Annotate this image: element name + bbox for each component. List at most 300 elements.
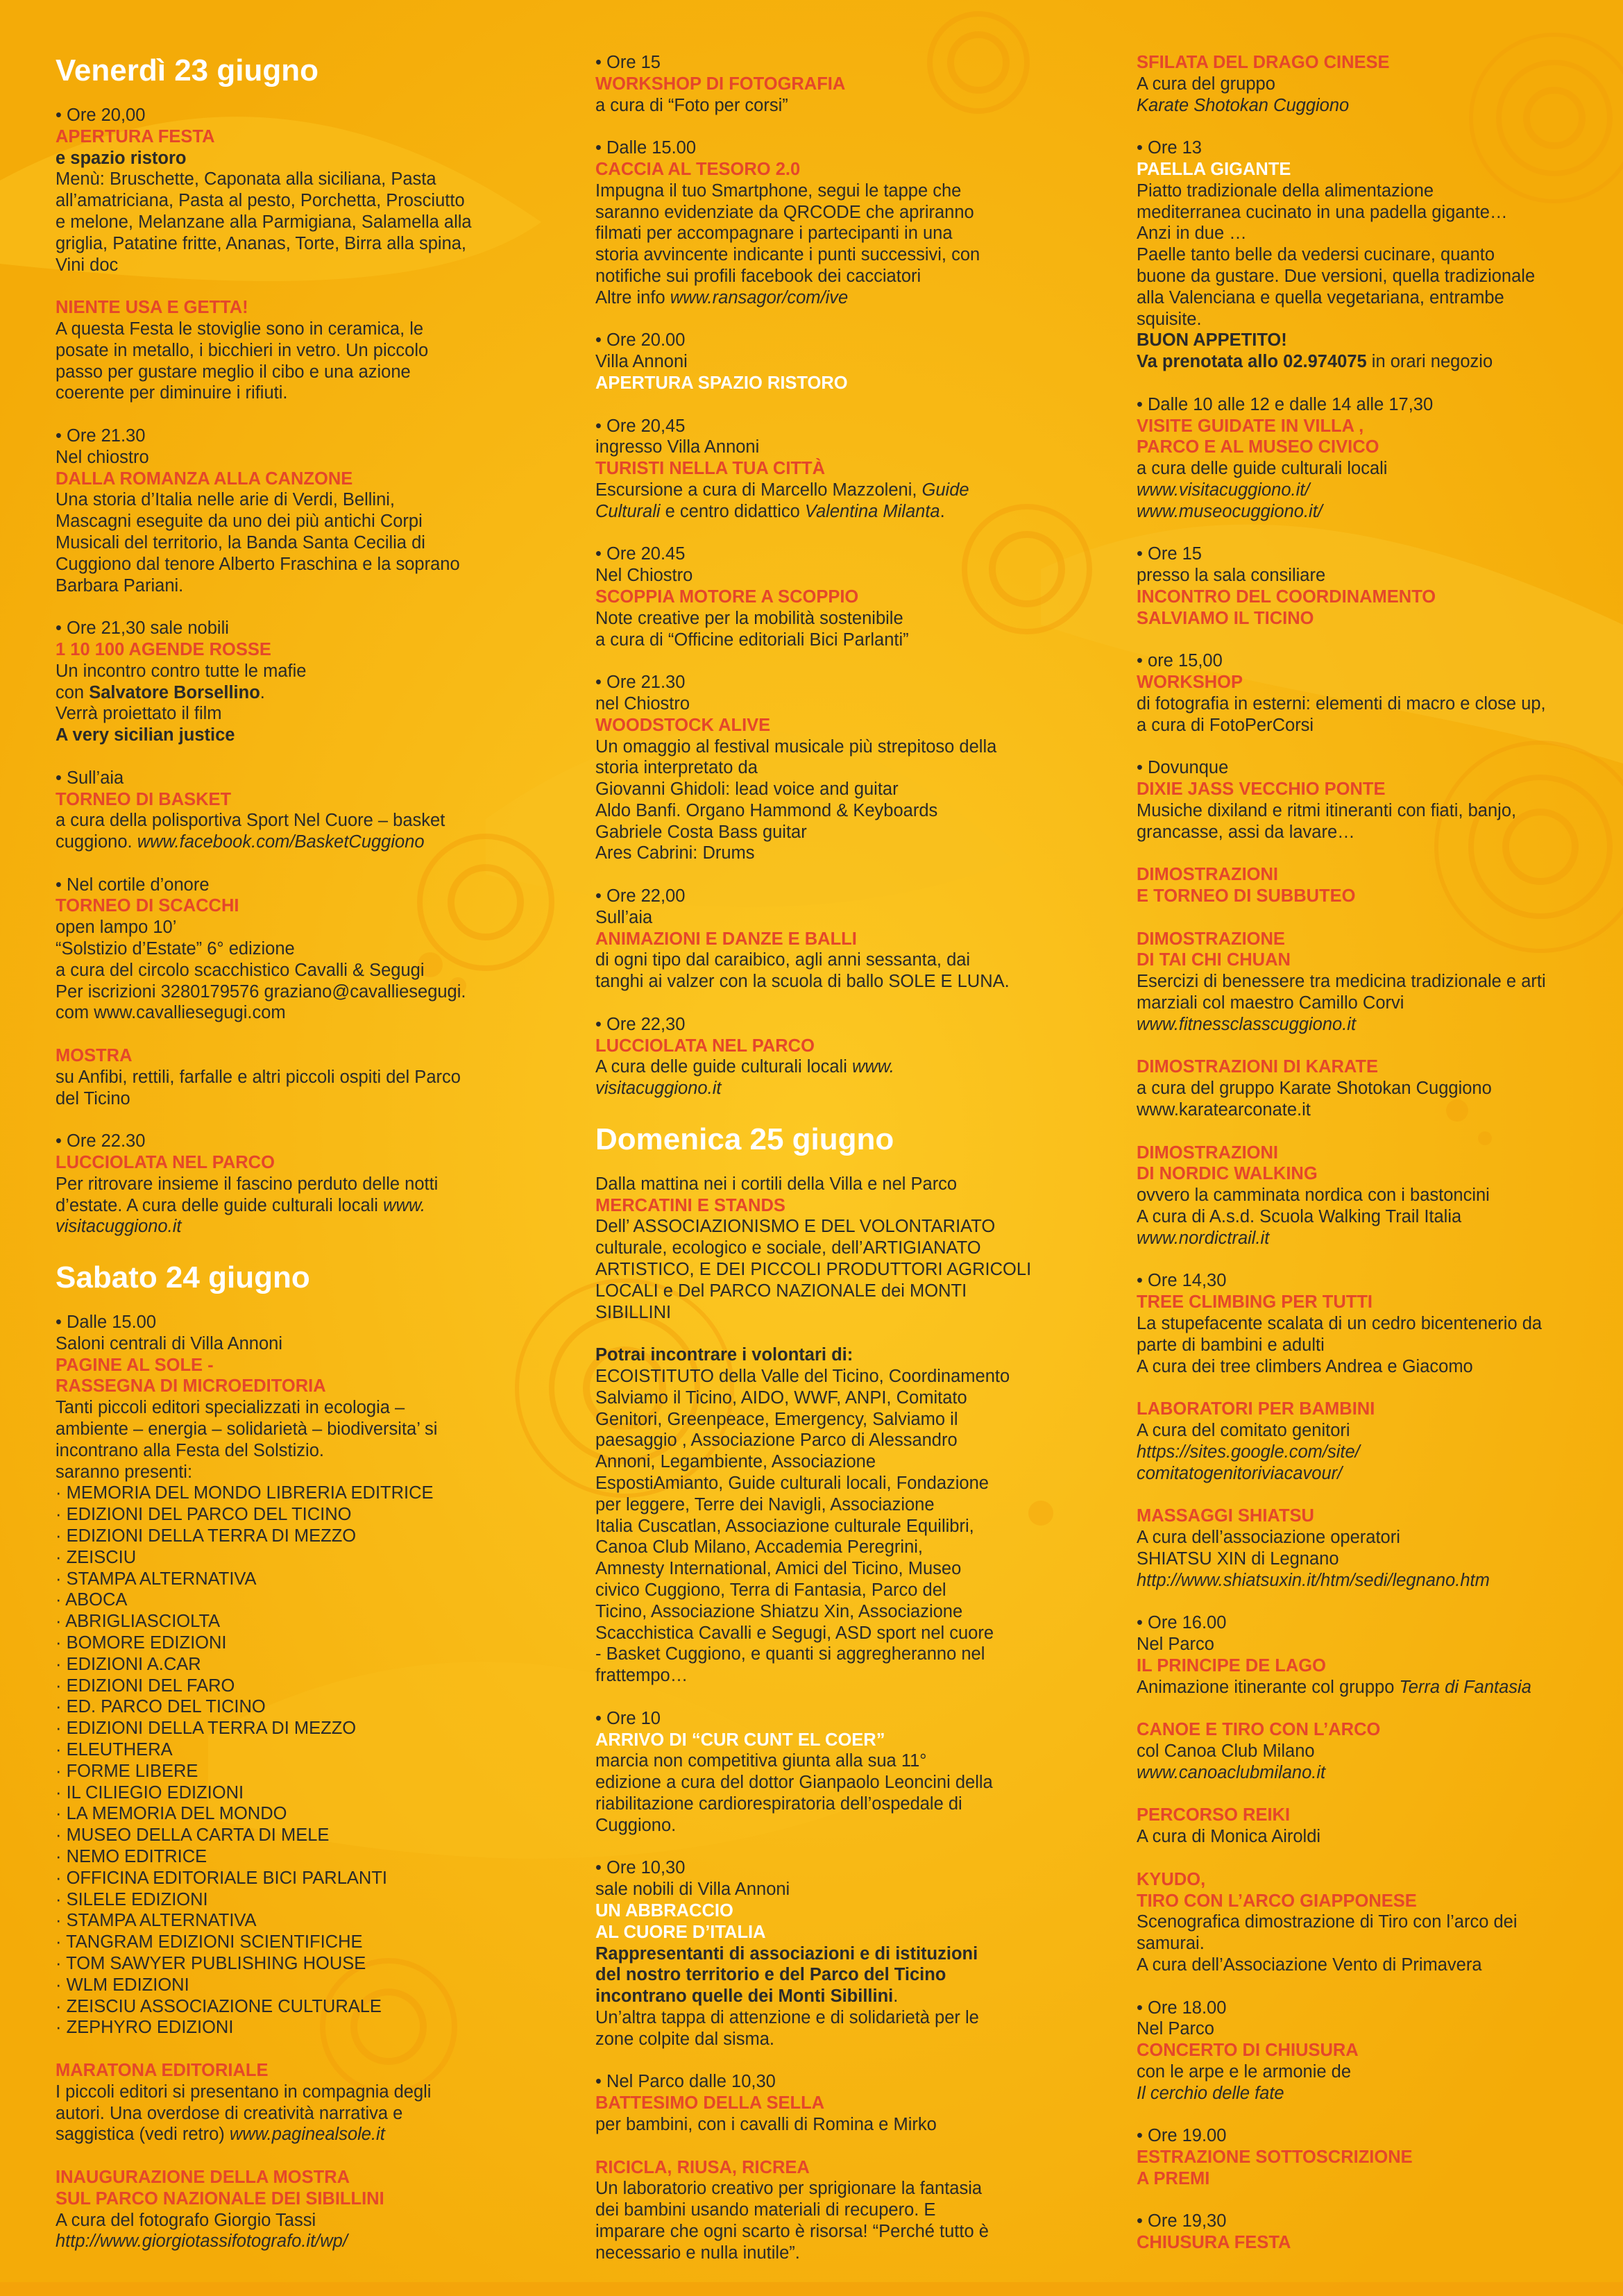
event-title: AL CUORE D’ITALIA <box>595 1922 766 1942</box>
event-title: ANIMAZIONI E DANZE E BALLI <box>595 929 857 949</box>
event-title: WOODSTOCK ALIVE <box>595 715 771 735</box>
event-link: https://sites.google.com/site/ <box>1137 1442 1360 1462</box>
event-text-line: Canoa Club Milano, Accademia Peregrini, <box>595 1537 923 1558</box>
event-text-line: · STAMPA ALTERNATIVA <box>56 1569 257 1589</box>
event-text-line: Ares Cabrini: Drums <box>595 843 755 863</box>
event-text-line: A cura di Monica Airoldi <box>1137 1827 1321 1847</box>
event-block <box>1137 1142 1581 1249</box>
event-title: CACCIA AL TESORO 2.0 <box>595 159 801 179</box>
event-block <box>56 618 500 746</box>
event-block <box>1137 1869 1581 1976</box>
event-block <box>595 416 1039 523</box>
event-link: http://www.shiatsuxin.it/htm/sedi/legnano.htm <box>1137 1570 1490 1590</box>
event-text-part: in orari negozio <box>1366 352 1493 372</box>
event-text-line: sale nobili di Villa Annoni <box>595 1880 790 1900</box>
event-text-line: Italia Cuscatlan, Associazione culturale Equilibri, <box>595 1516 974 1536</box>
event-text-line: con le arpe e le armonie de <box>1137 2061 1352 2082</box>
event-text-line: Paelle tanto belle da vedersi cucinare, quanto <box>1137 245 1495 265</box>
event-text-line: buone da gustare. Due versioni, quella tradizionale <box>1137 266 1536 286</box>
event-text-line: · ZEISCIU <box>56 1547 137 1567</box>
event-text-line: • Sull’aia <box>56 768 124 788</box>
event-text-line: all’amatriciana, Pasta al pesto, Porchetta, Prosciutto <box>56 191 465 211</box>
event-text-part: con <box>56 682 90 702</box>
event-block <box>56 768 500 853</box>
event-text-line: mediterranea cucinato in una padella gigante… <box>1137 202 1508 222</box>
event-text-line: Impugna il tuo Smartphone, segui le tappe che <box>595 180 962 201</box>
event-block <box>56 425 500 596</box>
event-link: Il cerchio delle fate <box>1137 2083 1284 2103</box>
event-text-line: del Ticino <box>56 1088 130 1108</box>
event-text-line: • Ore 20.00 <box>595 330 686 351</box>
event-block <box>1137 1399 1581 1484</box>
event-text-line: filmati per accompagnare i partecipanti in una <box>595 223 953 244</box>
event-link: visitacuggiono.it <box>56 1217 182 1237</box>
event-text-line: · MEMORIA DEL MONDO LIBRERIA EDITRICE <box>56 1483 434 1503</box>
event-text-line: • Dalle 15.00 <box>56 1312 157 1333</box>
event-title: MASSAGGI SHIATSU <box>1137 1506 1314 1526</box>
event-title: APERTURA SPAZIO RISTORO <box>595 373 848 393</box>
event-text-line: Nel chiostro <box>56 447 149 467</box>
event-title: SALVIAMO IL TICINO <box>1137 608 1314 628</box>
event-title: E TORNEO DI SUBBUTEO <box>1137 886 1356 906</box>
event-text-line: • Ore 20,45 <box>595 416 686 436</box>
event-text-line: posate in metallo, i bicchieri in vetro. Un piccolo <box>56 340 429 360</box>
event-text-line: Scenografica dimostrazione di Tiro con l’arco dei <box>1137 1912 1518 1932</box>
event-text-line: e spazio ristoro <box>56 148 187 168</box>
event-block <box>1137 1612 1581 1698</box>
event-text-line: • Ore 18.00 <box>1137 1998 1227 2018</box>
event-text-line: • Ore 22,00 <box>595 886 686 906</box>
event-text-part: Salvatore Borsellino <box>89 682 260 702</box>
event-text-line <box>595 480 1039 501</box>
event-text-line: di ogni tipo dal caraibico, agli anni sessanta, dai <box>595 950 971 970</box>
event-title: INAUGURAZIONE DELLA MOSTRA <box>56 2167 350 2187</box>
event-title: LABORATORI PER BAMBINI <box>1137 1399 1375 1419</box>
event-title: TORNEO DI SCACCHI <box>56 896 239 916</box>
event-title: DIMOSTRAZIONI <box>1137 865 1278 885</box>
event-title: ESTRAZIONE SOTTOSCRIZIONE <box>1137 2147 1413 2168</box>
event-title: CHIUSURA FESTA <box>1137 2233 1291 2253</box>
event-text-part: Altre info <box>595 287 670 307</box>
event-block <box>1137 864 1581 907</box>
event-text-part: Animazione itinerante col gruppo <box>1137 1677 1400 1697</box>
event-block <box>1137 1505 1581 1591</box>
event-block <box>595 52 1039 116</box>
event-text-line: presso la sala consiliare <box>1137 566 1326 586</box>
event-text-line: Nel Parco <box>1137 1634 1214 1654</box>
event-text-line: Rappresentanti di associazioni e di istituzioni <box>595 1943 978 1964</box>
event-block <box>1137 1998 1581 2104</box>
event-text-part: . <box>893 1986 899 2007</box>
event-text-line: Scacchistica Cavalli e Segugi, ASD sport nel cuore <box>595 1623 994 1643</box>
event-text-line: storia interpretato da <box>595 758 758 778</box>
event-block <box>56 875 500 1024</box>
event-text-part: incontrano quelle dei Monti Sibillini <box>595 1986 894 2007</box>
event-block <box>1137 1719 1581 1783</box>
event-text-line <box>1137 351 1581 373</box>
event-text-line: • Dalle 10 alle 12 e dalle 14 alle 17,30 <box>1137 394 1434 414</box>
event-block <box>595 543 1039 650</box>
event-text-line: • Ore 21.30 <box>595 673 686 693</box>
event-block <box>595 886 1039 993</box>
event-text-line: Aldo Banfi. Organo Hammond & Keyboards <box>595 800 938 820</box>
event-link: comitatogenitoriviacavour/ <box>1137 1463 1343 1483</box>
event-block <box>56 2060 500 2145</box>
event-title: 1 10 100 AGENDE ROSSE <box>56 639 271 659</box>
event-text-line: • Dovunque <box>1137 758 1229 778</box>
event-title: MARATONA EDITORIALE <box>56 2060 269 2080</box>
event-block <box>56 1131 500 1238</box>
event-text-line: · IL CILIEGIO EDIZIONI <box>56 1782 244 1803</box>
event-text-line: A cura del fotografo Giorgio Tassi <box>56 2210 316 2230</box>
event-text-line: A very sicilian justice <box>56 725 235 745</box>
event-block <box>56 105 500 276</box>
event-title: PERCORSO REIKI <box>1137 1805 1291 1825</box>
event-text-line: ingresso Villa Annoni <box>595 437 760 457</box>
event-title: KYUDO, <box>1137 1869 1206 1889</box>
event-block <box>1137 650 1581 736</box>
event-text-part: A cura delle guide culturali locali <box>595 1057 852 1077</box>
event-title: TREE CLIMBING PER TUTTI <box>1137 1292 1373 1312</box>
event-block <box>595 2071 1039 2135</box>
event-title: UN ABBRACCIO <box>595 1900 733 1921</box>
event-text-line: • Ore 15 <box>1137 544 1202 564</box>
event-text-line: su Anfibi, rettili, farfalle e altri piccoli ospiti del Parco <box>56 1067 461 1087</box>
event-text-line: · OFFICINA EDITORIALE BICI PARLANTI <box>56 1868 387 1888</box>
event-title: RASSEGNA DI MICROEDITORIA <box>56 1376 326 1396</box>
event-text-line: Tanti piccoli editori specializzati in ecologia – <box>56 1398 405 1418</box>
event-link: www. <box>383 1195 425 1215</box>
event-block <box>595 1857 1039 2050</box>
event-text-line: a cura della polisportiva Sport Nel Cuore – basket <box>56 811 445 831</box>
event-text-line: · ELEUTHERA <box>56 1739 173 1759</box>
event-text-line: Potrai incontrare i volontari di: <box>595 1345 853 1365</box>
event-text-line: coerente per diminuire i rifiuti. <box>56 383 288 403</box>
event-text-line: · ABRIGLIASCIOLTA <box>56 1612 221 1632</box>
event-block <box>1137 929 1581 1036</box>
event-block <box>595 672 1039 864</box>
event-text-line <box>56 682 500 704</box>
event-block <box>595 1344 1039 1687</box>
event-text-line: Verrà proiettato il film <box>56 704 222 724</box>
event-text-line: Note creative per la mobilità sostenibile <box>595 608 903 628</box>
event-text-line: frattempo… <box>595 1666 688 1686</box>
event-text-line: Gabriele Costa Bass guitar <box>595 822 807 842</box>
event-text-line: ARTISTICO, E DEI PICCOLI PRODUTTORI AGRICOLI <box>595 1260 1032 1280</box>
event-text-line: • Ore 13 <box>1137 138 1202 158</box>
event-text-line: Musicali del territorio, la Banda Santa Cecilia di <box>56 532 425 552</box>
event-text-line: necessario e nulla inutile”. <box>595 2243 800 2263</box>
event-block <box>1137 1056 1581 1120</box>
event-text-line: marziali col maestro Camillo Corvi <box>1137 993 1404 1013</box>
event-text-line: Piatto tradizionale della alimentazione <box>1137 180 1434 201</box>
event-text-line: A cura del comitato genitori <box>1137 1421 1350 1440</box>
event-text-line: · EDIZIONI DEL FARO <box>56 1675 235 1696</box>
event-text-line: griglia, Patatine fritte, Ananas, Torte, Birra alla spina, <box>56 233 467 253</box>
event-text-line: · MUSEO DELLA CARTA DI MELE <box>56 1825 330 1846</box>
event-text-part: Va prenotata allo 02.974075 <box>1137 352 1367 372</box>
event-text-line: civico Cuggiono, Terra di Fantasia, Parco del <box>595 1580 946 1600</box>
event-text-line: Mascagni eseguite da uno dei più antichi Corpi <box>56 512 423 532</box>
event-block <box>56 1312 500 2038</box>
event-title: CANOE E TIRO CON L’ARCO <box>1137 1720 1381 1740</box>
event-title: PARCO E AL MUSEO CIVICO <box>1137 437 1379 457</box>
event-text-line: Musiche dixiland e ritmi itineranti con fiati, banjo, <box>1137 800 1517 820</box>
event-text-line: Saloni centrali di Villa Annoni <box>56 1333 282 1353</box>
event-block <box>595 1014 1039 1099</box>
event-title: DIMOSTRAZIONI <box>1137 1142 1278 1163</box>
event-text-line: Nel Chiostro <box>595 566 693 586</box>
event-block <box>595 137 1039 308</box>
event-title: BATTESIMO DELLA SELLA <box>595 2093 825 2113</box>
event-text-line: Genitori, Greenpeace, Emergency, Salviamo il <box>595 1409 958 1429</box>
event-text-line: Giovanni Ghidoli: lead voice and guitar <box>595 779 899 800</box>
event-text-line: Annoni, Legambiente, Associazione <box>595 1452 876 1472</box>
event-text-line: passo per gustare meglio il cibo e una azione <box>56 362 411 382</box>
event-block <box>1137 2125 1581 2189</box>
event-text-line: · EDIZIONI DEL PARCO DEL TICINO <box>56 1505 352 1525</box>
event-text-line: - Basket Cuggiono, e quanti si aggregheranno nel <box>595 1644 985 1664</box>
event-text-line: • Ore 21.30 <box>56 425 146 446</box>
event-block <box>595 2157 1039 2264</box>
event-text-line: samurai. <box>1137 1934 1205 1954</box>
event-text-part: Escursione a cura di Marcello Mazzoleni, <box>595 480 922 500</box>
day-heading: Venerdì 23 giugno <box>56 53 318 87</box>
event-link: www.nordictrail.it <box>1137 1228 1270 1248</box>
event-text-line: • Ore 22,30 <box>595 1014 686 1034</box>
event-text-line: a cura di “Foto per corsi” <box>595 95 788 115</box>
event-text-line: · NEMO EDITRICE <box>56 1846 207 1866</box>
event-title: DIMOSTRAZIONE <box>1137 929 1285 949</box>
event-text-line: • Dalle 15.00 <box>595 138 697 158</box>
event-text-line: a cura di “Officine editoriali Bici Parlanti” <box>595 630 909 650</box>
event-link: Karate Shotokan Cuggiono <box>1137 95 1350 115</box>
event-text-line: • Ore 19.00 <box>1137 2126 1227 2146</box>
event-text-line: tanghi ai valzer con la scuola di ballo SOLE E LUNA. <box>595 972 1010 992</box>
event-block <box>56 1045 500 1109</box>
event-text-line: a cura delle guide culturali locali <box>1137 459 1388 479</box>
event-text-line <box>595 1056 1039 1078</box>
event-text-line: Un’altra tappa di attenzione e di solidarietà per le <box>595 2007 979 2027</box>
event-text-line: · EDIZIONI DELLA TERRA DI MEZZO <box>56 1526 357 1546</box>
event-text-line: Una storia d’Italia nelle arie di Verdi, Bellini, <box>56 490 396 510</box>
event-text-line: A questa Festa le stoviglie sono in ceramica, le <box>56 319 424 339</box>
event-text-line: saranno presenti: <box>56 1462 193 1482</box>
event-title: MERCATINI E STANDS <box>595 1195 785 1215</box>
event-link: Terra di Fantasia <box>1399 1677 1531 1697</box>
event-text-line: riabilitazione cardiorespiratoria dell’ospedale di <box>595 1793 962 1814</box>
event-text-line: Amnesty International, Amici del Ticino, Museo <box>595 1559 962 1579</box>
event-text-line: Dell’ ASSOCIAZIONISMO E DEL VOLONTARIATO <box>595 1217 996 1237</box>
event-title: DALLA ROMANZA ALLA CANZONE <box>56 469 353 489</box>
event-text-part: . <box>260 682 265 702</box>
event-link: visitacuggiono.it <box>595 1079 722 1099</box>
event-title: VISITE GUIDATE IN VILLA , <box>1137 416 1364 436</box>
event-title: LUCCIOLATA NEL PARCO <box>595 1036 815 1056</box>
event-block <box>1137 52 1581 116</box>
event-text-line <box>56 1195 500 1217</box>
event-link: www.visitacuggiono.it/ <box>1137 480 1310 500</box>
event-text-line: parte di bambini e adulti <box>1137 1335 1325 1355</box>
event-title: IL PRINCIPE DE LAGO <box>1137 1655 1326 1675</box>
event-block <box>1137 1270 1581 1377</box>
event-text-line: incontrano alla Festa del Solstizio. <box>56 1440 324 1460</box>
event-text-line: dei bambini usando materiali di recupero. E <box>595 2200 936 2220</box>
event-block <box>1137 137 1581 373</box>
event-text-line: a cura del gruppo Karate Shotokan Cuggiono <box>1137 1079 1492 1099</box>
event-title: MOSTRA <box>56 1046 133 1066</box>
event-text-line: grancasse, assi da lavare… <box>1137 822 1355 842</box>
event-link: www.facebook.com/BasketCuggiono <box>137 832 425 852</box>
event-text-line: · ZEISCIU ASSOCIAZIONE CULTURALE <box>56 1996 382 2016</box>
event-text-line: ECOISTITUTO della Valle del Ticino, Coordinamento <box>595 1367 1010 1387</box>
event-title: PAELLA GIGANTE <box>1137 159 1291 179</box>
event-text-line: autori. Una overdose di creatività narrativa e <box>56 2103 403 2123</box>
event-text-line: Nel Parco <box>1137 2019 1214 2039</box>
event-title: WORKSHOP <box>1137 673 1243 693</box>
event-text-line: culturale, ecologico e sociale, dell’ARTIGIANATO <box>595 1238 981 1258</box>
event-text-line: · FORME LIBERE <box>56 1761 198 1781</box>
event-title: SFILATA DEL DRAGO CINESE <box>1137 53 1390 72</box>
event-title: INCONTRO DEL COORDINAMENTO <box>1137 586 1436 607</box>
event-text-line: LOCALI e Del PARCO NAZIONALE dei MONTI SIBILLINI <box>595 1281 967 1322</box>
event-title: DI TAI CHI CHUAN <box>1137 950 1291 970</box>
event-title: NIENTE USA E GETTA! <box>56 298 248 318</box>
event-text-line: • Ore 20,00 <box>56 105 146 125</box>
event-text-part: d’estate. A cura delle guide culturali locali <box>56 1195 384 1215</box>
event-link: Guide <box>921 480 969 500</box>
event-text-line: SHIATSU XIN di Legnano <box>1137 1548 1339 1569</box>
event-text-line: A cura dell’associazione operatori <box>1137 1527 1400 1547</box>
event-block <box>1137 757 1581 843</box>
event-text-line: I piccoli editori si presentano in compagnia degli <box>56 2082 432 2102</box>
event-text-line: • Ore 21,30 sale nobili <box>56 618 229 639</box>
event-text-line: Dalla mattina nei i cortili della Villa e nel Parco <box>595 1174 958 1194</box>
event-text-line: • Nel Parco dalle 10,30 <box>595 2072 776 2092</box>
event-title: DI NORDIC WALKING <box>1137 1164 1318 1184</box>
event-link: http://www.giorgiotassifotografo.it/wp/ <box>56 2231 348 2252</box>
event-title: ARRIVO DI “CUR CUNT EL COER” <box>595 1730 885 1750</box>
event-text-line: e melone, Melanzane alla Parmigiana, Salamella alla <box>56 212 472 232</box>
event-title: DIXIE JASS VECCHIO PONTE <box>1137 779 1386 800</box>
event-link: www.paginealsole.it <box>229 2125 385 2145</box>
event-text-line: Barbara Pariani. <box>56 575 184 596</box>
event-text-part: cuggiono. <box>56 832 137 852</box>
event-title: DIMOSTRAZIONI DI KARATE <box>1137 1057 1379 1077</box>
event-text-line: • Nel cortile d’onore <box>56 875 210 895</box>
event-text-line: ovvero la camminata nordica con i bastoncini <box>1137 1185 1490 1206</box>
event-text-line: Villa Annoni <box>595 352 688 372</box>
event-text-line: edizione a cura del dottor Gianpaolo Leoncini della <box>595 1773 993 1793</box>
event-text-line: col Canoa Club Milano <box>1137 1741 1315 1761</box>
event-text-line: Salviamo il Ticino, AIDO, WWF, ANPI, Comitato <box>595 1387 967 1408</box>
event-text-line: Per iscrizioni 3280179576 graziano@cavalliesegugi. <box>56 981 466 1002</box>
event-text-line: · EDIZIONI DELLA TERRA DI MEZZO <box>56 1719 357 1739</box>
event-text-line: per bambini, con i cavalli di Romina e Mirko <box>595 2114 937 2134</box>
event-text-line: • Ore 22.30 <box>56 1131 146 1151</box>
event-text-line: · EDIZIONI A.CAR <box>56 1654 201 1674</box>
event-text-line: La stupefacente scalata di un cedro bicentenerio da <box>1137 1314 1543 1334</box>
event-text-line <box>595 1986 1039 2007</box>
event-link: www.canoaclubmilano.it <box>1137 1762 1326 1782</box>
event-text-line: “Solstizio d’Estate” 6° edizione <box>56 939 295 959</box>
event-block <box>1137 1805 1581 1848</box>
event-text-line: saranno evidenziate da QRCODE che apriranno <box>595 202 974 222</box>
event-text-line: Un omaggio al festival musicale più strepitoso della <box>595 736 997 757</box>
event-text-line: • Ore 16.00 <box>1137 1613 1227 1633</box>
event-link: www.ransagor/com/ive <box>670 287 849 307</box>
event-title: TIRO CON L’ARCO GIAPPONESE <box>1137 1891 1417 1911</box>
event-block <box>595 1708 1039 1837</box>
event-title: TORNEO DI BASKET <box>56 789 232 809</box>
event-text-line: Cuggiono. <box>595 1815 677 1835</box>
event-title: RICICLA, RIUSA, RICREA <box>595 2157 810 2177</box>
event-text-part: . <box>940 501 945 521</box>
event-text-line: paesaggio , Associazione Parco di Alessandro <box>595 1430 958 1451</box>
event-block <box>1137 2211 1581 2254</box>
column-sunday-afternoon <box>1137 52 1581 2275</box>
event-text-line: a cura di FotoPerCorsi <box>1137 715 1314 735</box>
event-text-line: • Ore 20.45 <box>595 544 686 564</box>
event-title: SCOPPIA MOTORE A SCOPPIO <box>595 586 859 607</box>
event-text-line: · BOMORE EDIZIONI <box>56 1632 227 1653</box>
event-text-line: A cura del gruppo <box>1137 74 1275 94</box>
event-text-line: Cuggiono dal tenore Alberto Fraschina e la soprano <box>56 554 460 574</box>
event-text-line: www.karatearconate.it <box>1137 1100 1311 1120</box>
event-text-line: alla Valenciana e quella vegetariana, entrambe <box>1137 287 1504 307</box>
event-link: www.fitnessclasscuggiono.it <box>1137 1014 1357 1034</box>
event-text-line: EspostiAmianto, Guide culturali locali, Fondazione <box>595 1474 989 1493</box>
event-text-line: zone colpite dal sisma. <box>595 2029 774 2049</box>
event-title: TURISTI NELLA TUA CITTÀ <box>595 459 825 479</box>
event-text-line: · LA MEMORIA DEL MONDO <box>56 1804 287 1824</box>
event-text-line <box>595 501 1039 523</box>
event-text-line: Esercizi di benessere tra medicina tradizionale e arti <box>1137 972 1546 992</box>
event-text-line: nel Chiostro <box>595 693 690 714</box>
event-text-line: · SILELE EDIZIONI <box>56 1889 208 1909</box>
event-text-line <box>595 287 1039 309</box>
event-text-line <box>56 832 500 853</box>
event-text-line: di fotografia in esterni: elementi di macro e close up, <box>1137 693 1546 714</box>
event-block <box>595 1174 1039 1324</box>
event-text-line: A cura di A.s.d. Scuola Walking Trail Italia <box>1137 1207 1462 1227</box>
event-text-line: · STAMPA ALTERNATIVA <box>56 1911 257 1931</box>
event-text-line: per leggere, Terre dei Navigli, Associazione <box>595 1494 935 1514</box>
event-block <box>56 297 500 404</box>
event-text-line: del nostro territorio e del Parco del Ticino <box>595 1965 946 1985</box>
column-saturday-sunday <box>595 52 1039 2285</box>
event-text-line: Vini doc <box>56 255 119 275</box>
event-text-part: e centro didattico <box>660 501 805 521</box>
event-text-line: • Ore 10,30 <box>595 1858 686 1878</box>
event-text-line: · ABOCA <box>56 1590 128 1610</box>
event-title: SUL PARCO NAZIONALE DEI SIBILLINI <box>56 2188 384 2209</box>
event-link: Valentina Milanta <box>804 501 940 521</box>
event-text-line: • Ore 14,30 <box>1137 1271 1227 1291</box>
event-text-line: marcia non competitiva giunta alla sua 11° <box>595 1751 927 1771</box>
event-text-line <box>56 2124 500 2145</box>
day-heading: Domenica 25 giugno <box>595 1122 894 1156</box>
event-block <box>1137 543 1581 629</box>
day-heading: Sabato 24 giugno <box>56 1260 310 1295</box>
event-text-line: imparare che ogni scarto è risorsa! “Perché tutto è <box>595 2221 989 2241</box>
event-text-line <box>1137 1677 1581 1698</box>
event-text-line: squisite. <box>1137 309 1202 329</box>
event-text-line: • Ore 19,30 <box>1137 2211 1227 2231</box>
event-block <box>595 330 1039 394</box>
event-text-line: • Ore 15 <box>595 53 661 72</box>
event-title: A PREMI <box>1137 2168 1210 2188</box>
